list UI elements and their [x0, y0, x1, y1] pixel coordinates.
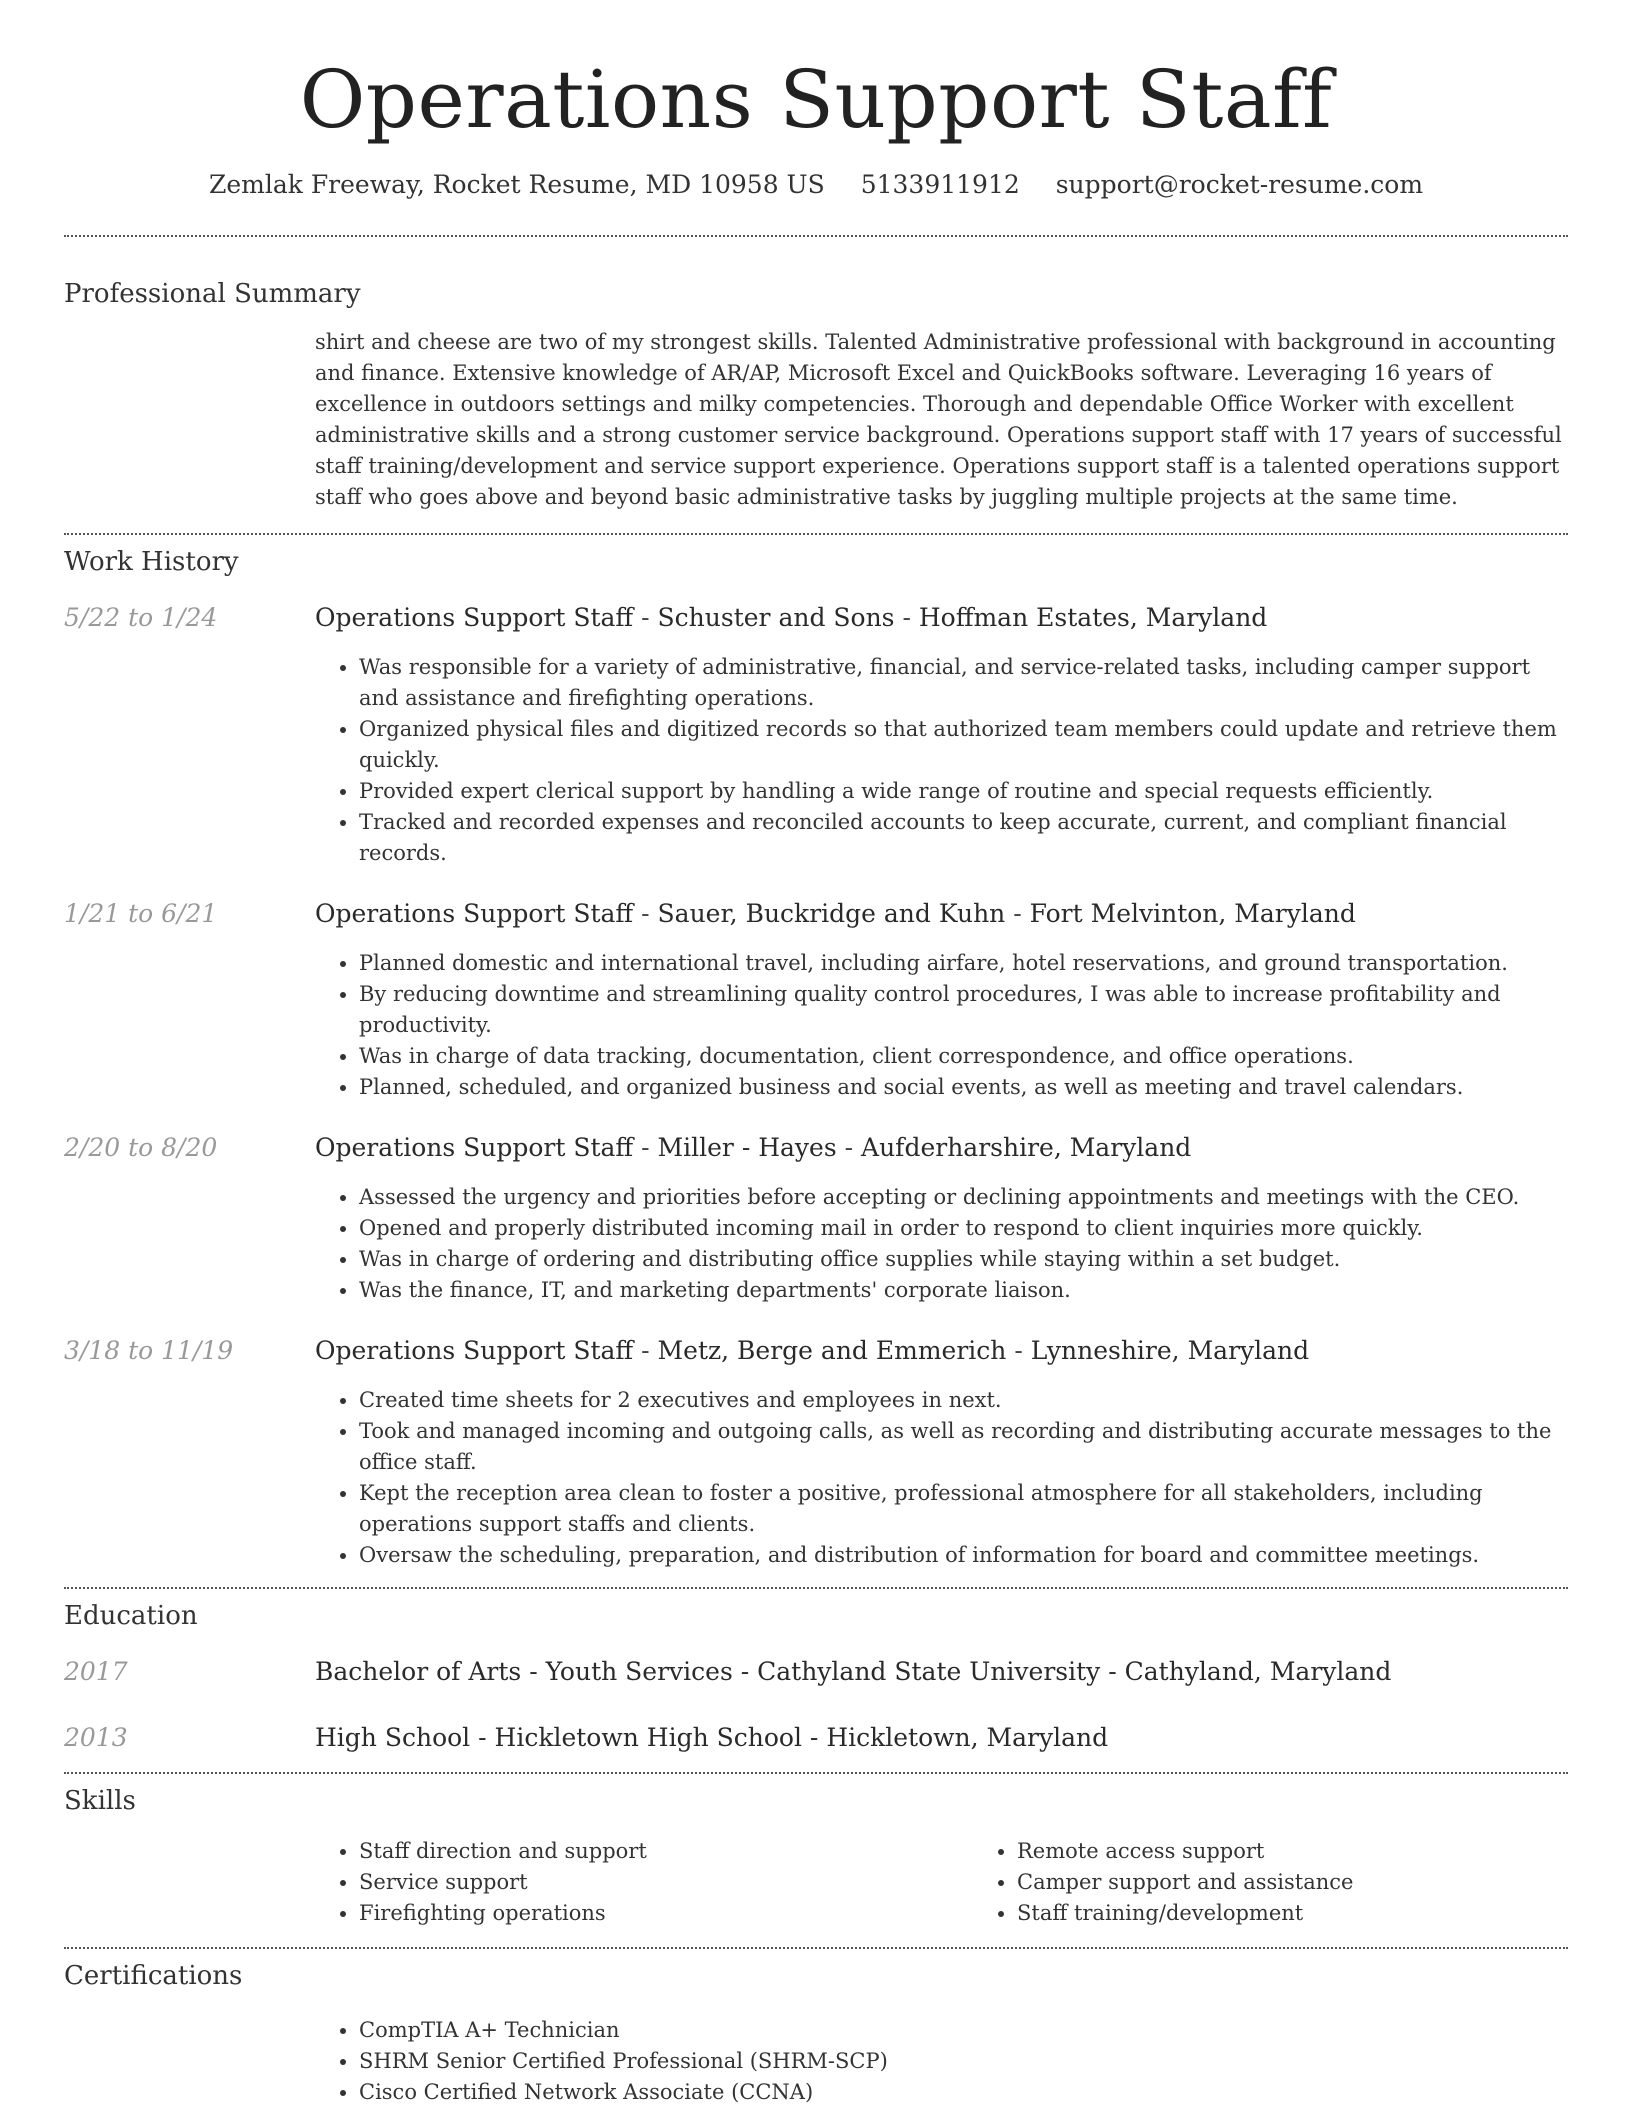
- job-bullet: • Was responsible for a variety of administrative, financial, and service-related tasks, including camper support and assistance and firefighting operations.: [359, 652, 1568, 714]
- job-dates: 1/21 to 6/21: [64, 899, 218, 928]
- education-year: 2017: [64, 1657, 128, 1686]
- job-bullet: • Planned domestic and international travel, including airfare, hotel reservations, and ground transportation.: [359, 948, 1568, 979]
- section-divider: [64, 1587, 1568, 1589]
- section-divider: [64, 1772, 1568, 1774]
- job-entry: [64, 899, 1568, 1103]
- job-company: Miller - Hayes: [657, 1133, 837, 1162]
- job-location: Lynneshire, Maryland: [1030, 1336, 1310, 1365]
- summary-heading: Professional Summary: [64, 279, 361, 309]
- job-heading: Operations Support Staff - Sauer, Buckridge and Kuhn - Fort Melvinton, Maryland: [315, 899, 1356, 928]
- job-heading: Operations Support Staff - Schuster and Sons - Hoffman Estates, Maryland: [315, 603, 1268, 632]
- job-entry: [64, 603, 1568, 869]
- job-location: Aufderharshire, Maryland: [861, 1133, 1192, 1162]
- resume-title: Operations Support Staff: [299, 53, 1333, 146]
- education-heading: Education: [64, 1601, 198, 1631]
- resume-page: [64, 0, 1568, 2108]
- section-divider: [64, 533, 1568, 535]
- education-entry: [64, 1657, 1568, 1686]
- job-title: Operations Support Staff: [315, 603, 634, 632]
- job-bullet: • Planned, scheduled, and organized business and social events, as well as meeting and travel calendars.: [359, 1072, 1568, 1103]
- job-title: Operations Support Staff: [315, 899, 634, 928]
- work-history-heading: Work History: [64, 547, 239, 577]
- section-divider: [64, 235, 1568, 237]
- certification-item: • Cisco Certified Network Associate (CCNA): [359, 2077, 1568, 2108]
- section-divider: [64, 1947, 1568, 1949]
- certifications-row: [64, 2015, 1568, 2108]
- job-heading: Operations Support Staff - Metz, Berge and Emmerich - Lynneshire, Maryland: [315, 1336, 1310, 1365]
- job-company: Metz, Berge and Emmerich: [657, 1336, 1007, 1365]
- skills-row: [64, 1836, 1568, 1929]
- skills-heading: Skills: [64, 1786, 136, 1816]
- job-bullet: • Took and managed incoming and outgoing calls, as well as recording and distributing accurate messages to the office staff.: [359, 1416, 1568, 1478]
- contact-address: Zemlak Freeway, Rocket Resume, MD 10958 US: [208, 170, 825, 199]
- job-bullets: [315, 948, 1568, 1103]
- certifications-heading: Certifications: [64, 1961, 243, 1991]
- job-bullets: [315, 1385, 1568, 1571]
- skill-item: • Staff training/development: [1017, 1898, 1631, 1929]
- job-heading: Operations Support Staff - Miller - Hayes - Aufderharshire, Maryland: [315, 1133, 1192, 1162]
- skill-item: • Remote access support: [1017, 1836, 1631, 1867]
- contact-email: support@rocket-resume.com: [1055, 170, 1424, 199]
- job-bullets: [315, 652, 1568, 869]
- skill-item: • Staff direction and support: [359, 1836, 973, 1867]
- job-dates: 3/18 to 11/19: [64, 1336, 234, 1365]
- job-bullets: [315, 1182, 1568, 1306]
- job-company: Sauer, Buckridge and Kuhn: [657, 899, 1006, 928]
- skills-list-left: [315, 1836, 973, 1929]
- job-bullet: • Oversaw the scheduling, preparation, and distribution of information for board and committee meetings.: [359, 1540, 1568, 1571]
- job-bullet: • Opened and properly distributed incoming mail in order to respond to client inquiries more quickly.: [359, 1213, 1568, 1244]
- job-bullet: • Assessed the urgency and priorities before accepting or declining appointments and meetings with the CEO.: [359, 1182, 1568, 1213]
- job-bullet: • By reducing downtime and streamlining quality control procedures, I was able to increase profitability and productivity.: [359, 979, 1568, 1041]
- summary-row: [64, 327, 1568, 513]
- job-company: Schuster and Sons: [657, 603, 895, 632]
- skill-item: • Service support: [359, 1867, 973, 1898]
- job-dates: 5/22 to 1/24: [64, 603, 218, 632]
- skills-grid: [315, 1836, 1631, 1929]
- job-bullet: • Created time sheets for 2 executives and employees in next.: [359, 1385, 1568, 1416]
- job-bullet: • Tracked and recorded expenses and reconciled accounts to keep accurate, current, and compliant financial records.: [359, 807, 1568, 869]
- job-title: Operations Support Staff: [315, 1133, 634, 1162]
- job-bullet: • Provided expert clerical support by handling a wide range of routine and special requests efficiently.: [359, 776, 1568, 807]
- certification-item: • SHRM Senior Certified Professional (SHRM-SCP): [359, 2046, 1568, 2077]
- job-bullet: • Was in charge of data tracking, documentation, client correspondence, and office operations.: [359, 1041, 1568, 1072]
- skill-item: • Firefighting operations: [359, 1898, 973, 1929]
- contact-phone: 5133911912: [860, 170, 1020, 199]
- job-bullet: • Kept the reception area clean to foster a positive, professional atmosphere for all stakeholders, including operations support staffs and clients.: [359, 1478, 1568, 1540]
- certifications-list: [315, 2015, 1568, 2108]
- skill-item: • Camper support and assistance: [1017, 1867, 1631, 1898]
- job-dates: 2/20 to 8/20: [64, 1133, 218, 1162]
- contact-line: [64, 170, 1568, 199]
- job-entry: [64, 1336, 1568, 1571]
- job-entry: [64, 1133, 1568, 1306]
- job-title: Operations Support Staff: [315, 1336, 634, 1365]
- job-bullet: • Was in charge of ordering and distributing office supplies while staying within a set budget.: [359, 1244, 1568, 1275]
- skills-list-right: [973, 1836, 1631, 1929]
- education-entry: [64, 1723, 1568, 1752]
- job-bullet: • Was the finance, IT, and marketing departments' corporate liaison.: [359, 1275, 1568, 1306]
- job-bullet: • Organized physical files and digitized records so that authorized team members could update and retrieve them quickly.: [359, 714, 1568, 776]
- education-text: High School - Hickletown High School - Hickletown, Maryland: [315, 1723, 1109, 1752]
- certification-item: • CompTIA A+ Technician: [359, 2015, 1568, 2046]
- job-location: Fort Melvinton, Maryland: [1029, 899, 1356, 928]
- summary-text: shirt and cheese are two of my strongest skills. Talented Administrative professional with background in accounting and finance. Extensive knowledge of AR/AP, Microsoft Excel and QuickBooks software. Leveraging 16 years of excellence in outdoors settings and milky competencies. Thorough and dependable Office Worker with excellent administrative skills and a strong customer service background. Operations support staff with 17 years of successful staff training/development and service support experience. Operations support staff is a talented operations support staff who goes above and beyond basic administrative tasks by juggling multiple projects at the same time.: [315, 330, 1562, 509]
- job-location: Hoffman Estates, Maryland: [918, 603, 1268, 632]
- education-year: 2013: [64, 1723, 128, 1752]
- education-text: Bachelor of Arts - Youth Services - Cathyland State University - Cathyland, Maryland: [315, 1657, 1392, 1686]
